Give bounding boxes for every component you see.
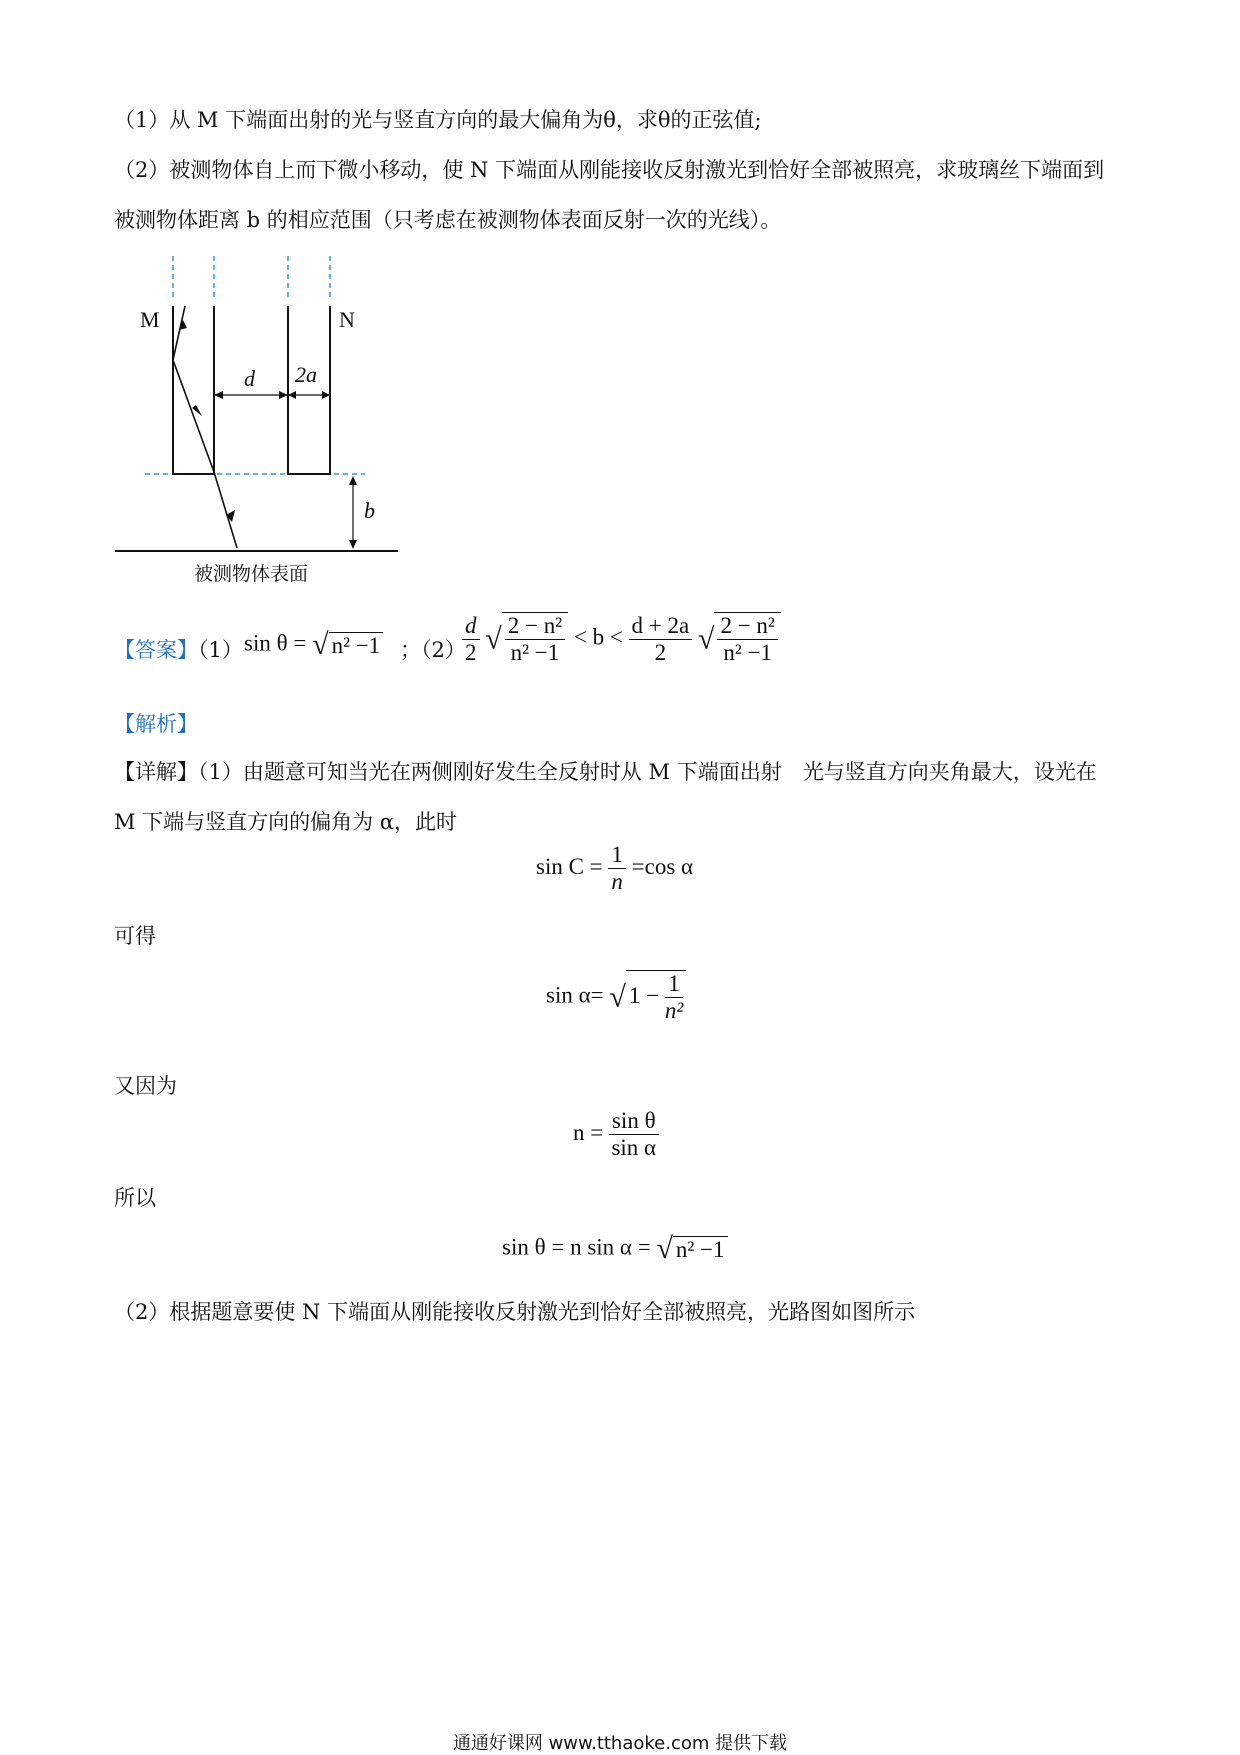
- question-2-line-1: （2）被测物体自上而下微小移动，使 N 下端面从刚能接收反射激光到恰好全部被照亮，求玻璃丝下端面到: [114, 158, 1105, 182]
- answer-part-1-prefix: （1）: [198, 638, 243, 662]
- equation-3: n = $\frac{\text{sin θ}}{\text{sin α}}$: [573, 1108, 659, 1162]
- figure-caption: 被测物体表面: [194, 563, 309, 585]
- text-suoyi: 所以: [114, 1186, 156, 1210]
- detail-line-1: 【详解】（1）由题意可知当光在两侧刚好发生全反射时从 M 下端面出射 光与竖直方向夹角最大，设光在: [114, 760, 1097, 784]
- question-1: （1）从 M 下端面出射的光与竖直方向的最大偏角为θ，求θ的正弦值;: [114, 108, 762, 132]
- label-n: N: [339, 307, 355, 332]
- analysis-tag: 【解析】: [114, 712, 198, 736]
- ray-arrow-bottom: [226, 510, 235, 522]
- fiber-n: [288, 306, 330, 474]
- equation-4: sin θ = n sin α = √ n² −1: [502, 1232, 728, 1266]
- answer-part-1-formula: sin θ = √ n² −1: [244, 628, 383, 662]
- equation-1: sin C = $\frac{1}{n}$ =cos α: [536, 842, 694, 895]
- light-ray: [173, 306, 237, 548]
- part-2-text: （2）根据题意要使 N 下端面从刚能接收反射激光到恰好全部被照亮，光路图如图所示: [114, 1300, 916, 1324]
- footer: 通通好课网 www.tthaoke.com 提供下载: [452, 1733, 788, 1754]
- detail-line-2: M 下端与竖直方向的偏角为 α，此时: [114, 810, 458, 834]
- answer-separator: ；（2）: [400, 638, 466, 662]
- d-arrow-right: [279, 391, 288, 399]
- optics-figure: [110, 250, 410, 590]
- label-m: M: [140, 307, 160, 332]
- b-arrow-top: [349, 476, 357, 485]
- b-arrow-bottom: [349, 540, 357, 549]
- question-2-line-2: 被测物体距离 b 的相应范围（只考虑在被测物体表面反射一次的光线）。: [114, 208, 782, 232]
- 2a-arrow-right: [322, 391, 330, 399]
- answer-part-2-formula: $\frac{d}{2}$ √ $\frac{\text{2 − n²}}{\text{n² −1}}$ < b < $\frac{d + 2a}{2}$ √ $\frac{\text{2 − n²}}{\text{n² −1}}$: [462, 612, 781, 667]
- label-2a: 2a: [295, 362, 317, 387]
- answer-tag: 【答案】: [114, 638, 198, 662]
- equation-2: sin α= √ 1 − $\frac{1}{\text{n²}}$: [546, 970, 686, 1025]
- text-kede: 可得: [114, 924, 156, 948]
- answer-line: [114, 634, 243, 664]
- d-arrow-left: [214, 391, 223, 399]
- label-d: d: [244, 366, 255, 391]
- 2a-arrow-left: [288, 391, 296, 399]
- label-b: b: [364, 498, 375, 523]
- text-youyinwei: 又因为: [114, 1074, 177, 1098]
